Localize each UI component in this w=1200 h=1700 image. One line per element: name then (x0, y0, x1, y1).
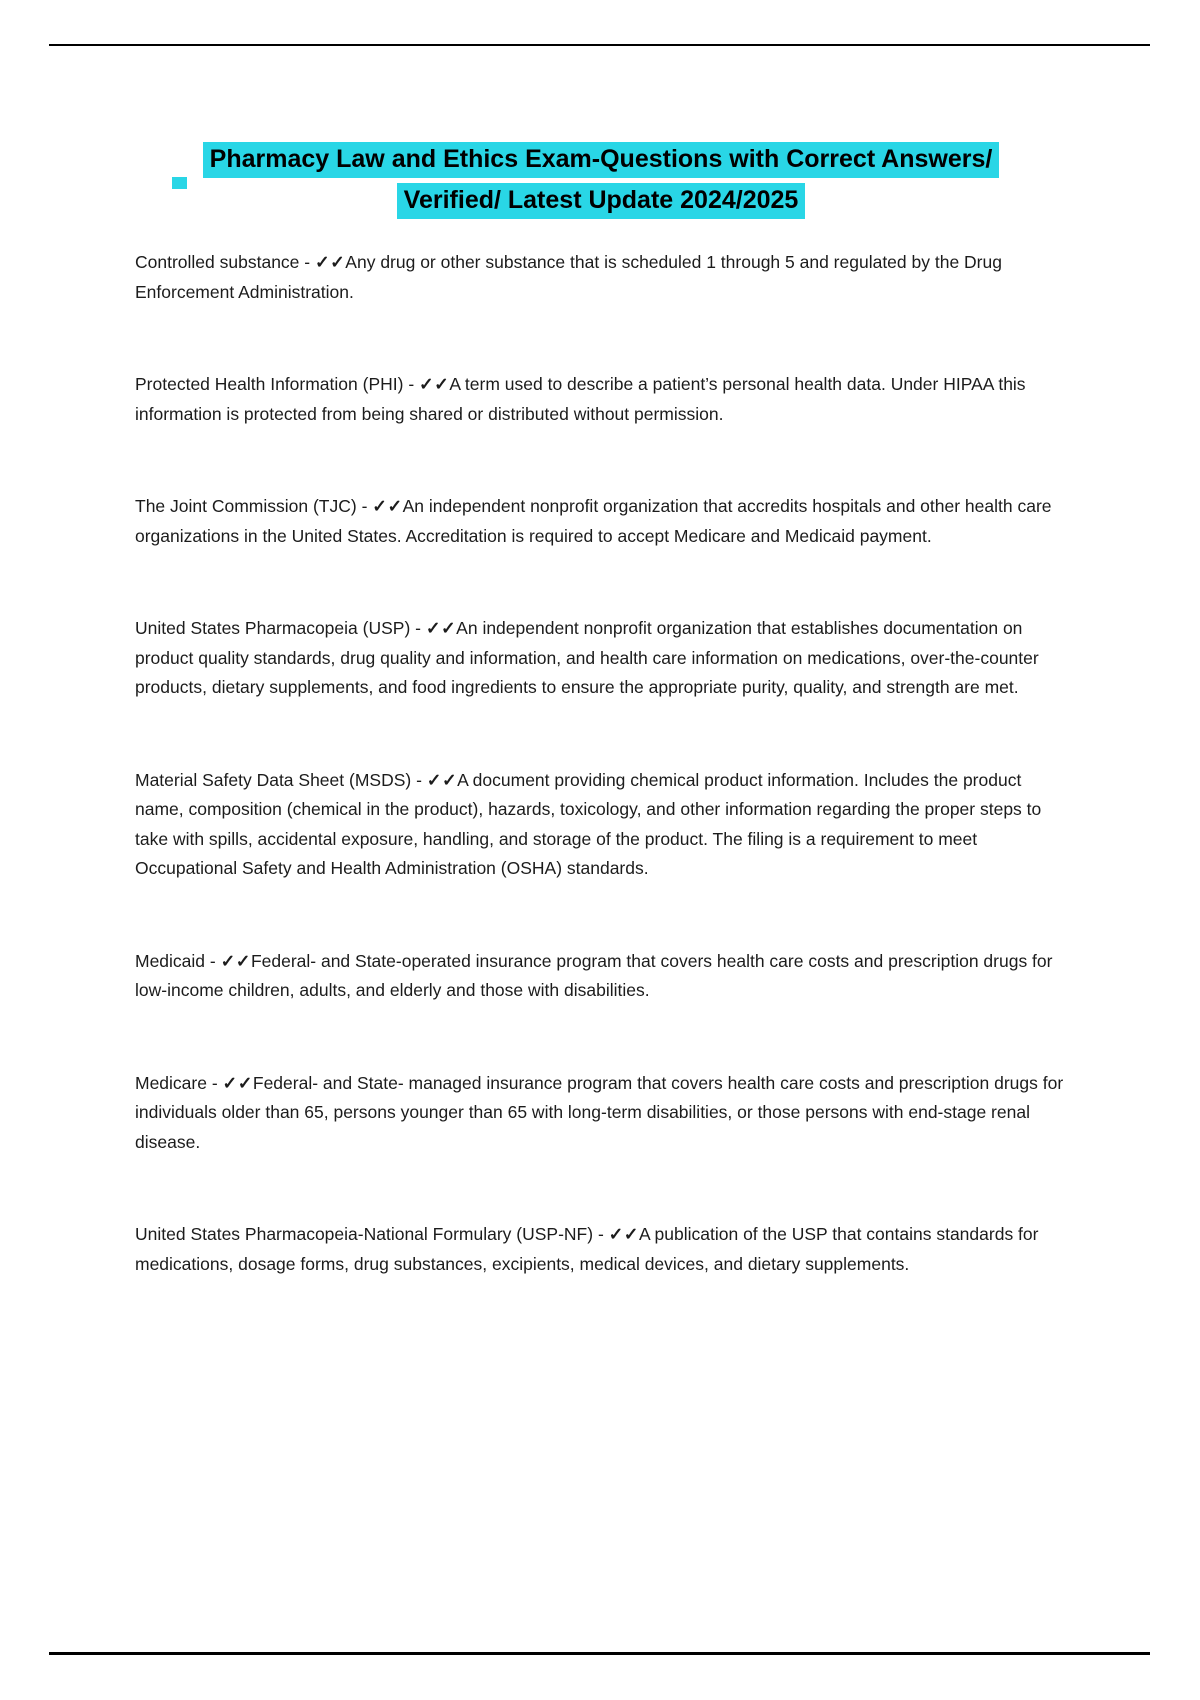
qa-item (135, 766, 1067, 884)
qa-term: Controlled substance (135, 252, 300, 272)
footer-rule (49, 1652, 1150, 1655)
checkmarks-icon: ✓✓ (314, 252, 346, 272)
checkmarks-icon: ✓✓ (426, 769, 458, 790)
qa-definition: A publication of the USP that contains standards for medications, dosage forms, drug substances, excipients, medical devices, and dietary supplements. (135, 1224, 1039, 1274)
qa-term: Protected Health Information (PHI) (135, 374, 404, 394)
qa-term: Medicaid (135, 950, 206, 971)
checkmarks-icon: ✓✓ (222, 1072, 253, 1093)
qa-separator: - (299, 252, 315, 272)
qa-separator: - (205, 950, 221, 971)
checkmarks-icon: ✓✓ (425, 618, 457, 638)
qa-separator: - (593, 1224, 609, 1244)
qa-item (135, 370, 1067, 429)
qa-definition: Federal- and State-operated insurance program that covers health care costs and prescription drugs for low-income children, adults, and elderly and those with disabilities. (135, 950, 1053, 1000)
highlight-artifact (172, 177, 187, 189)
header-rule (49, 44, 1150, 46)
qa-separator: - (356, 496, 373, 516)
qa-item (135, 1220, 1067, 1279)
title-line-2: Verified/ Latest Update 2024/2025 (397, 183, 806, 219)
qa-separator: - (206, 1072, 223, 1093)
qa-definition: An independent nonprofit organization that establishes documentation on product quality standards, drug quality and information, and health care information on medications, over-the-counter products, dietary supplements, and food ingredients to ensure the appropriate purity, quality, and strength are met. (135, 618, 1039, 697)
qa-definition: An independent nonprofit organization that accredits hospitals and other health care organizations in the United States. Accreditation is required to accept Medicare and Medicaid payment. (135, 496, 1052, 546)
qa-term: United States Pharmacopeia (USP) (135, 618, 411, 638)
checkmarks-icon: ✓✓ (419, 374, 450, 394)
qa-term: The Joint Commission (TJC) (135, 496, 357, 516)
qa-term: United States Pharmacopeia-National Formulary (USP-NF) (135, 1224, 594, 1244)
qa-separator: - (410, 618, 426, 638)
checkmarks-icon: ✓✓ (372, 496, 403, 516)
qa-item (135, 1069, 1067, 1158)
qa-separator: - (411, 769, 427, 790)
qa-definition: A term used to describe a patient’s personal health data. Under HIPAA this information is protected from being shared or distributed without permission. (135, 374, 1026, 424)
qa-definition: Any drug or other substance that is scheduled 1 through 5 and regulated by the Drug Enforcement Administration. (135, 252, 1002, 302)
checkmarks-icon: ✓✓ (608, 1224, 639, 1244)
qa-term: Medicare (135, 1072, 207, 1093)
qa-separator: - (403, 374, 420, 394)
qa-item (135, 492, 1067, 551)
qa-definition: Federal- and State- managed insurance program that covers health care costs and prescription drugs for individuals older than 65, persons younger than 65 with long-term disabilities, or those persons with end-stage renal disease. (135, 1072, 1064, 1152)
checkmarks-icon: ✓✓ (220, 950, 251, 971)
qa-item (135, 947, 1067, 1006)
qa-item (135, 248, 1067, 307)
qa-term: Material Safety Data Sheet (MSDS) (135, 769, 412, 790)
qa-definition: A document providing chemical product information. Includes the product name, composition (chemical in the product), hazards, toxicology, and other information regarding the proper steps to take with spills, accidental exposure, handling, and storage of the product. The filing is a requirement to meet Occupational Safety and Health Administration (OSHA) standards. (135, 769, 1042, 878)
qa-list (135, 248, 1067, 1279)
qa-item (135, 614, 1067, 703)
title-line-1: Pharmacy Law and Ethics Exam-Questions with Correct Answers/ (203, 142, 1000, 178)
document-title (135, 139, 1067, 221)
